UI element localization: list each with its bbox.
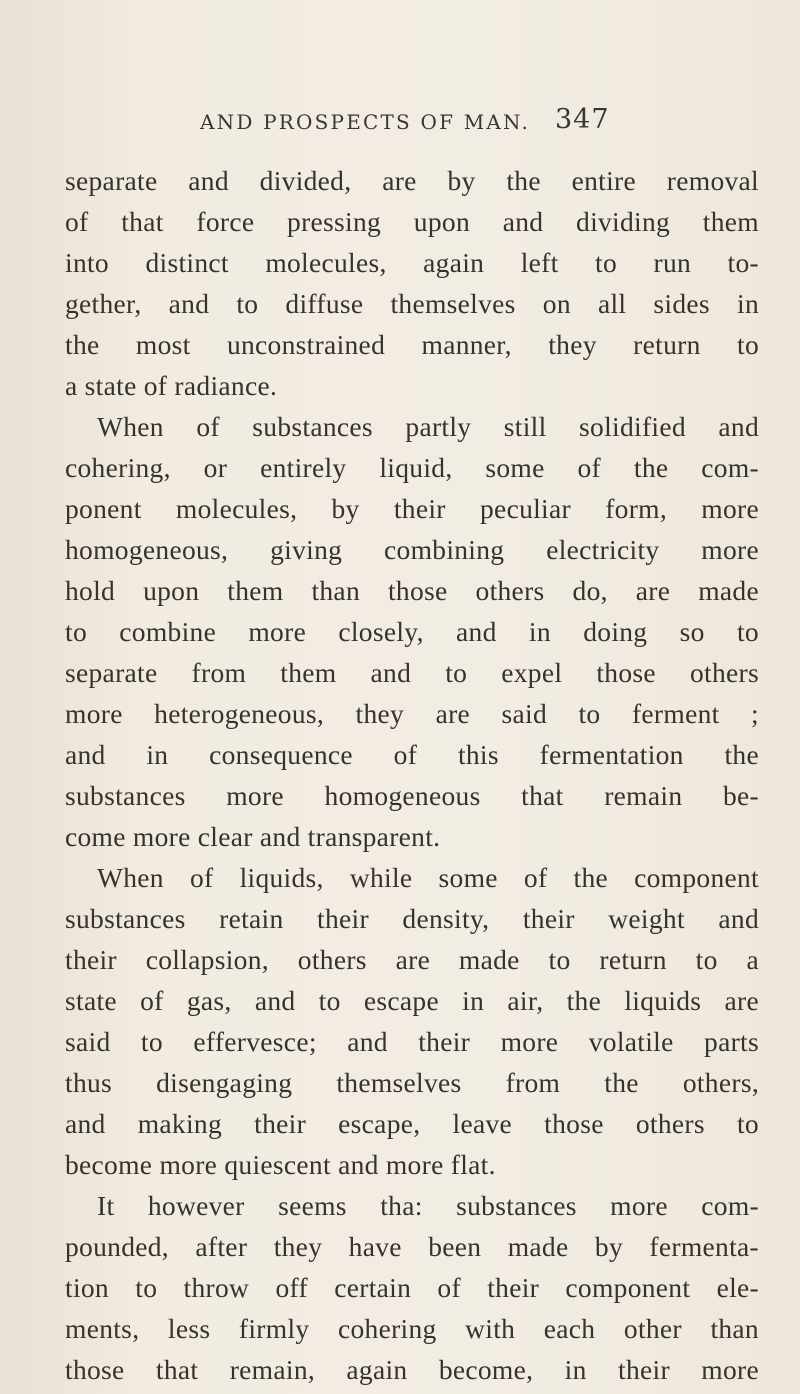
running-title: AND PROSPECTS OF MAN.: [200, 110, 531, 134]
text-line: of that force pressing upon and dividing them: [65, 206, 759, 237]
text-line: said to effervesce; and their more volatile parts: [65, 1026, 759, 1057]
text-line: It however seems tha: substances more com-: [97, 1190, 759, 1221]
text-line: separate from them and to expel those others: [65, 657, 759, 688]
text-line: substances retain their density, their weight and: [65, 903, 759, 934]
text-line: a state of radiance.: [65, 370, 278, 401]
page-number: 347: [555, 104, 610, 135]
body-text: [65, 160, 759, 1390]
text-line: cohering, or entirely liquid, some of the com-: [65, 452, 759, 483]
text-line: hold upon them than those others do, are made: [65, 575, 759, 606]
text-line: and making their escape, leave those others to: [65, 1108, 759, 1139]
text-line: come more clear and transparent.: [65, 821, 441, 852]
text-line: the most unconstrained manner, they return to: [65, 329, 759, 360]
text-line: thus disengaging themselves from the others,: [65, 1067, 759, 1098]
text-line: substances more homogeneous that remain be-: [65, 780, 759, 811]
page-header: [200, 104, 620, 140]
text-line: more heterogeneous, they are said to ferment ;: [65, 698, 759, 729]
text-line: When of liquids, while some of the component: [97, 862, 759, 893]
text-line: gether, and to diffuse themselves on all sides in: [65, 288, 759, 319]
text-line: tion to throw off certain of their component ele-: [65, 1272, 759, 1303]
text-line: homogeneous, giving combining electricity more: [65, 534, 759, 565]
text-line: ponent molecules, by their peculiar form, more: [65, 493, 759, 524]
text-line: into distinct molecules, again left to run to-: [65, 247, 759, 278]
text-line: become more quiescent and more flat.: [65, 1149, 496, 1180]
text-line: to combine more closely, and in doing so to: [65, 616, 759, 647]
text-line: and in consequence of this fermentation the: [65, 739, 759, 770]
text-line: ments, less firmly cohering with each other than: [65, 1313, 759, 1344]
text-line: When of substances partly still solidified and: [97, 411, 759, 442]
text-line: those that remain, again become, in their more: [65, 1354, 759, 1385]
text-line: state of gas, and to escape in air, the liquids are: [65, 985, 759, 1016]
text-line: their collapsion, others are made to return to a: [65, 944, 759, 975]
text-line: pounded, after they have been made by fermenta-: [65, 1231, 759, 1262]
text-line: separate and divided, are by the entire removal: [65, 165, 759, 196]
